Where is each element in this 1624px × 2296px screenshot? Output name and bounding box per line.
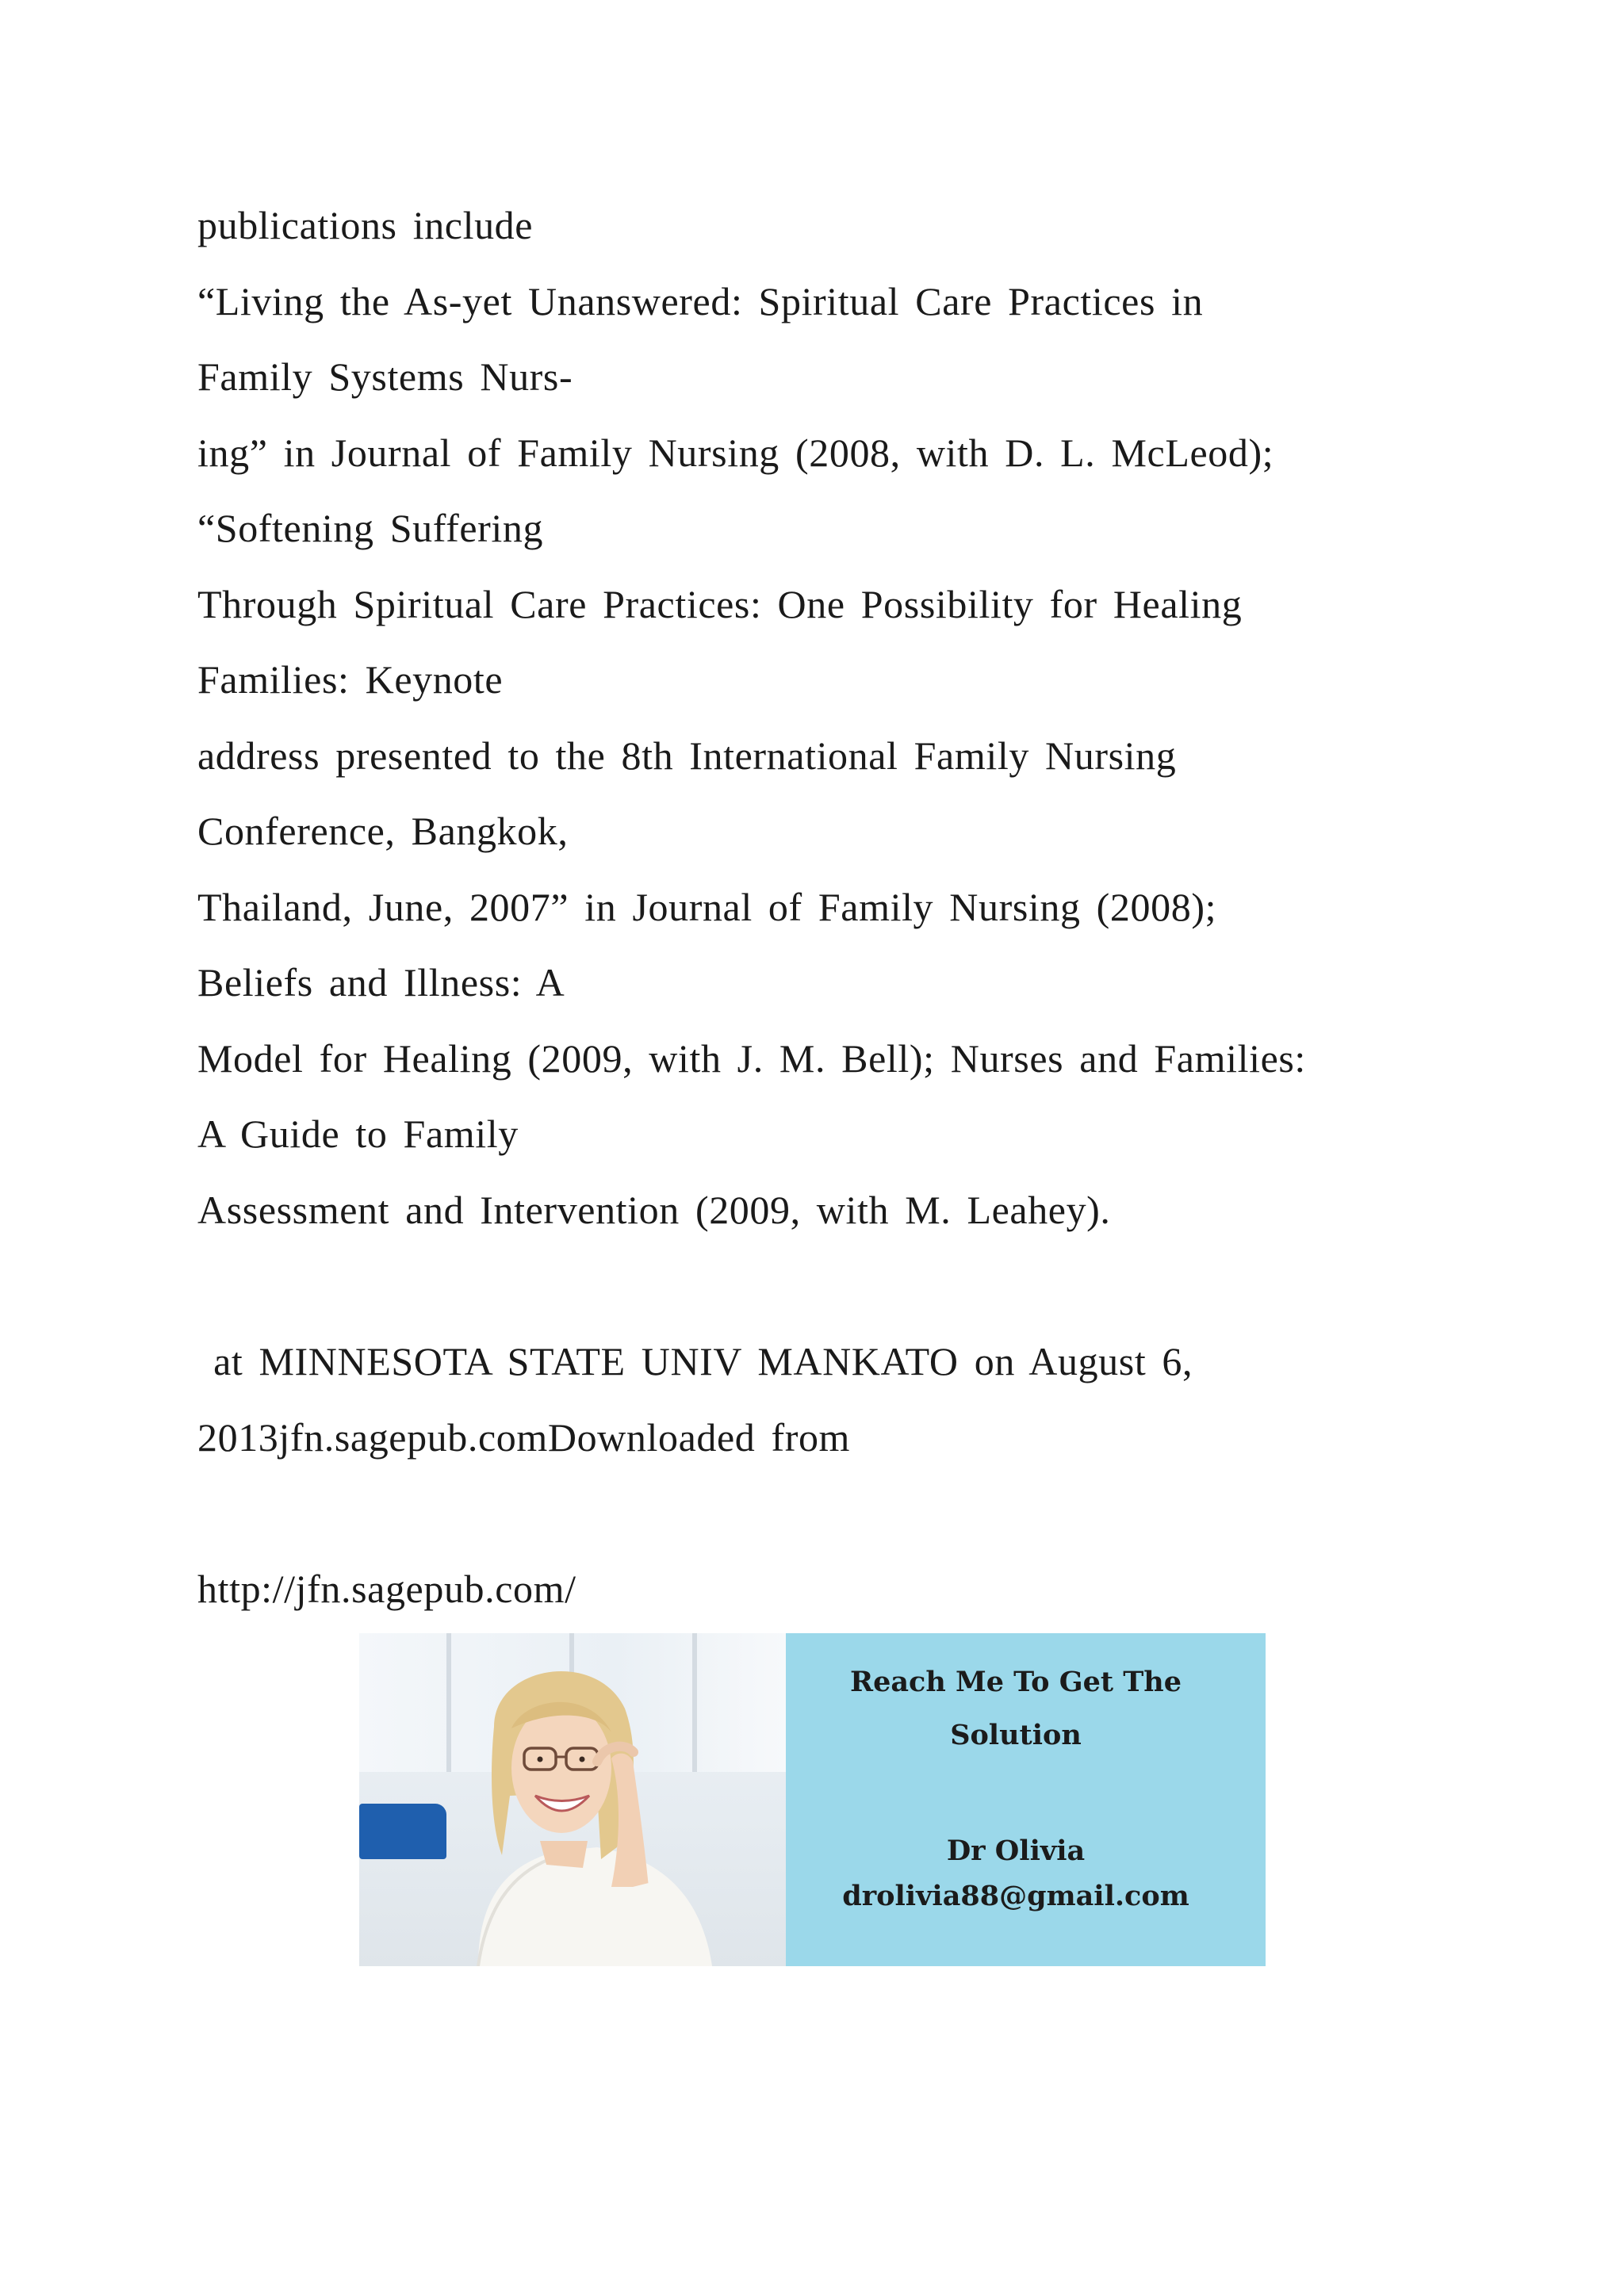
smiling-woman-illustration [359,1633,786,1966]
text-line: Model for Healing (2009, with J. M. Bell); Nurses and Families: [197,1035,1306,1081]
contact-ad-banner[interactable] [359,1633,1266,1966]
text-line: Family Systems Nurs- [197,354,573,399]
source-url[interactable]: http://jfn.sagepub.com/ [197,1567,576,1611]
ad-contact-name: Dr Olivia [946,1835,1086,1867]
paragraph-gap [197,1248,1545,1324]
ad-headline: Reach Me To Get The [849,1666,1182,1698]
ad-headline: Solution [950,1719,1082,1751]
download-notice-line: 2013jfn.sagepub.comDownloaded from [197,1414,851,1460]
ad-contact-email[interactable]: drolivia88@gmail.com [842,1880,1189,1912]
download-notice-line: at MINNESOTA STATE UNIV MANKATO on August 6, [197,1339,1193,1383]
text-line: Conference, Bangkok, [197,809,569,853]
ad-contact-panel[interactable] [786,1633,1266,1966]
text-line: ing” in Journal of Family Nursing (2008, with D. L. McLeod); [197,430,1274,475]
text-line: Thailand, June, 2007” in Journal of Family Nursing (2008); [197,884,1217,929]
text-line: Through Spiritual Care Practices: One Possibility for Healing [197,581,1243,626]
document-body [197,188,1545,1628]
text-line: address presented to the 8th International Family Nursing [197,733,1177,778]
text-line: Families: Keynote [197,657,504,702]
paragraph-gap [197,1475,1545,1552]
text-line: “Living the As-yet Unanswered: Spiritual Care Practices in [197,278,1204,323]
text-line: publications include [197,203,534,247]
woman-portrait-photo [359,1633,786,1966]
text-line: Assessment and Intervention (2009, with M. Leahey). [197,1187,1111,1232]
text-line: “Softening Suffering [197,506,544,550]
text-line: A Guide to Family [197,1112,519,1156]
text-line: Beliefs and Illness: A [197,960,565,1004]
